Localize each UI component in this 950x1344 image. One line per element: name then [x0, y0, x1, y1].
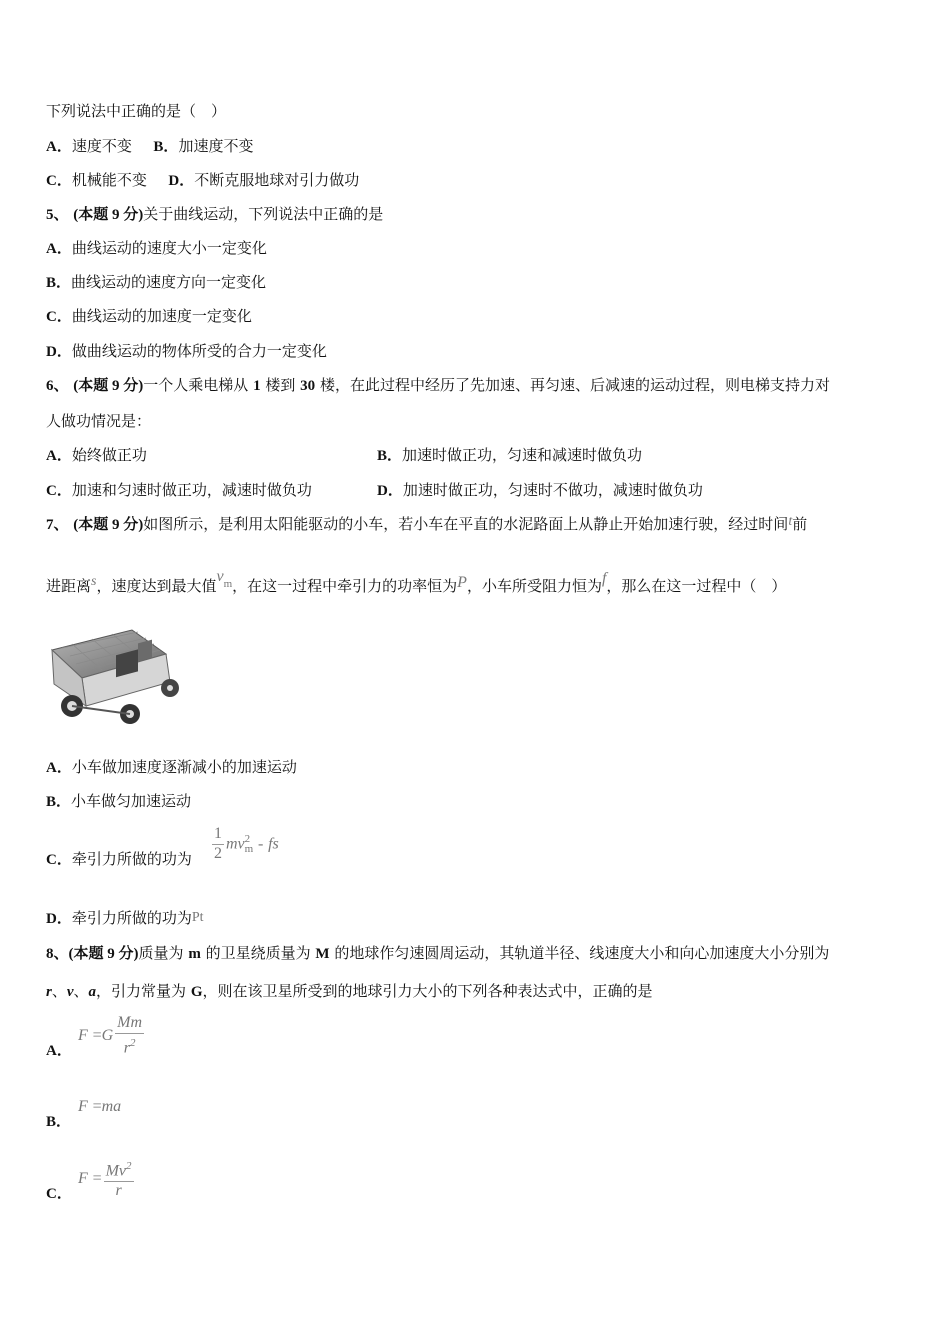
- q8-stem-line1: 8、(本题 9 分)质量为 m 的卫星绕质量为 M 的地球作匀速圆周运动，其轨道半径、线速度大小和向心加速度大小分别为: [46, 944, 830, 962]
- q8-option-b-label: B．: [46, 1114, 72, 1130]
- q7-stem-line1: 7、 (本题 9 分)如图所示，是利用太阳能驱动的小车，若小车在平直的水泥路面上从静止开始加速行驶，经过时间t前: [46, 514, 808, 533]
- q5-option-a: A．曲线运动的速度大小一定变化: [46, 239, 267, 257]
- q4-options-ab: A．速度不变 B．加速度不变: [46, 137, 254, 155]
- q7-option-c: C．牵引力所做的功为: [46, 850, 192, 868]
- q5-option-b: B．曲线运动的速度方向一定变化: [46, 273, 267, 291]
- q8-stem-line2: r、v、a，引力常量为 G，则在该卫星所受到的地球引力大小的下列各种表达式中，正确的是: [46, 982, 653, 1000]
- q8-formula-a: F =G $\frac{Mm}{r^2}$: [78, 1014, 143, 1057]
- q8-option-a-label: A．: [46, 1043, 72, 1059]
- q7-option-b: B．小车做匀加速运动: [46, 792, 192, 810]
- q4-stem-tail: 下列说法中正确的是（ ）: [46, 102, 227, 120]
- q5-stem: 5、 (本题 9 分)关于曲线运动，下列说法中正确的是: [46, 205, 384, 223]
- q7-formula-c: $\frac{1}{2}$ mv 2 m - fs: [214, 825, 279, 862]
- q8-formula-b: F =ma: [78, 1098, 122, 1115]
- q6-option-c: C．加速和匀速时做正功，减速时做负功: [46, 481, 312, 499]
- q5-option-d: D．做曲线运动的物体所受的合力一定变化: [46, 342, 327, 360]
- q6-option-b: B．加速时做正功，匀速和减速时做负功: [377, 446, 643, 464]
- q5-option-c: C．曲线运动的加速度一定变化: [46, 307, 252, 325]
- q7-option-d: D．牵引力所做的功为Pt: [46, 909, 204, 927]
- q4-options-cd: C．机械能不变 D．不断克服地球对引力做功: [46, 171, 360, 189]
- solar-car-image: [46, 624, 184, 728]
- q6-option-d: D．加速时做正功，匀速时不做功，减速时做负功: [377, 481, 703, 499]
- q7-option-a: A．小车做加速度逐渐减小的加速运动: [46, 758, 297, 776]
- q8-option-c-label: C．: [46, 1186, 72, 1202]
- q6-stem-line1: 6、 (本题 9 分)一个人乘电梯从 1 楼到 30 楼，在此过程中经历了先加速、再匀速、后减速的运动过程，则电梯支持力对: [46, 376, 830, 394]
- q7-stem-line2: 进距离s，速度达到最大值$v^m$，在这一过程中牵引力的功率恒为P，小车所受阻力恒为f，那么在这一过程中（ ）: [46, 568, 787, 595]
- q6-option-a: A．始终做正功: [46, 446, 147, 464]
- q6-stem-line2: 人做功情况是：: [46, 412, 152, 430]
- q8-formula-c: F = $\frac{Mv^2}{r}$: [78, 1157, 136, 1200]
